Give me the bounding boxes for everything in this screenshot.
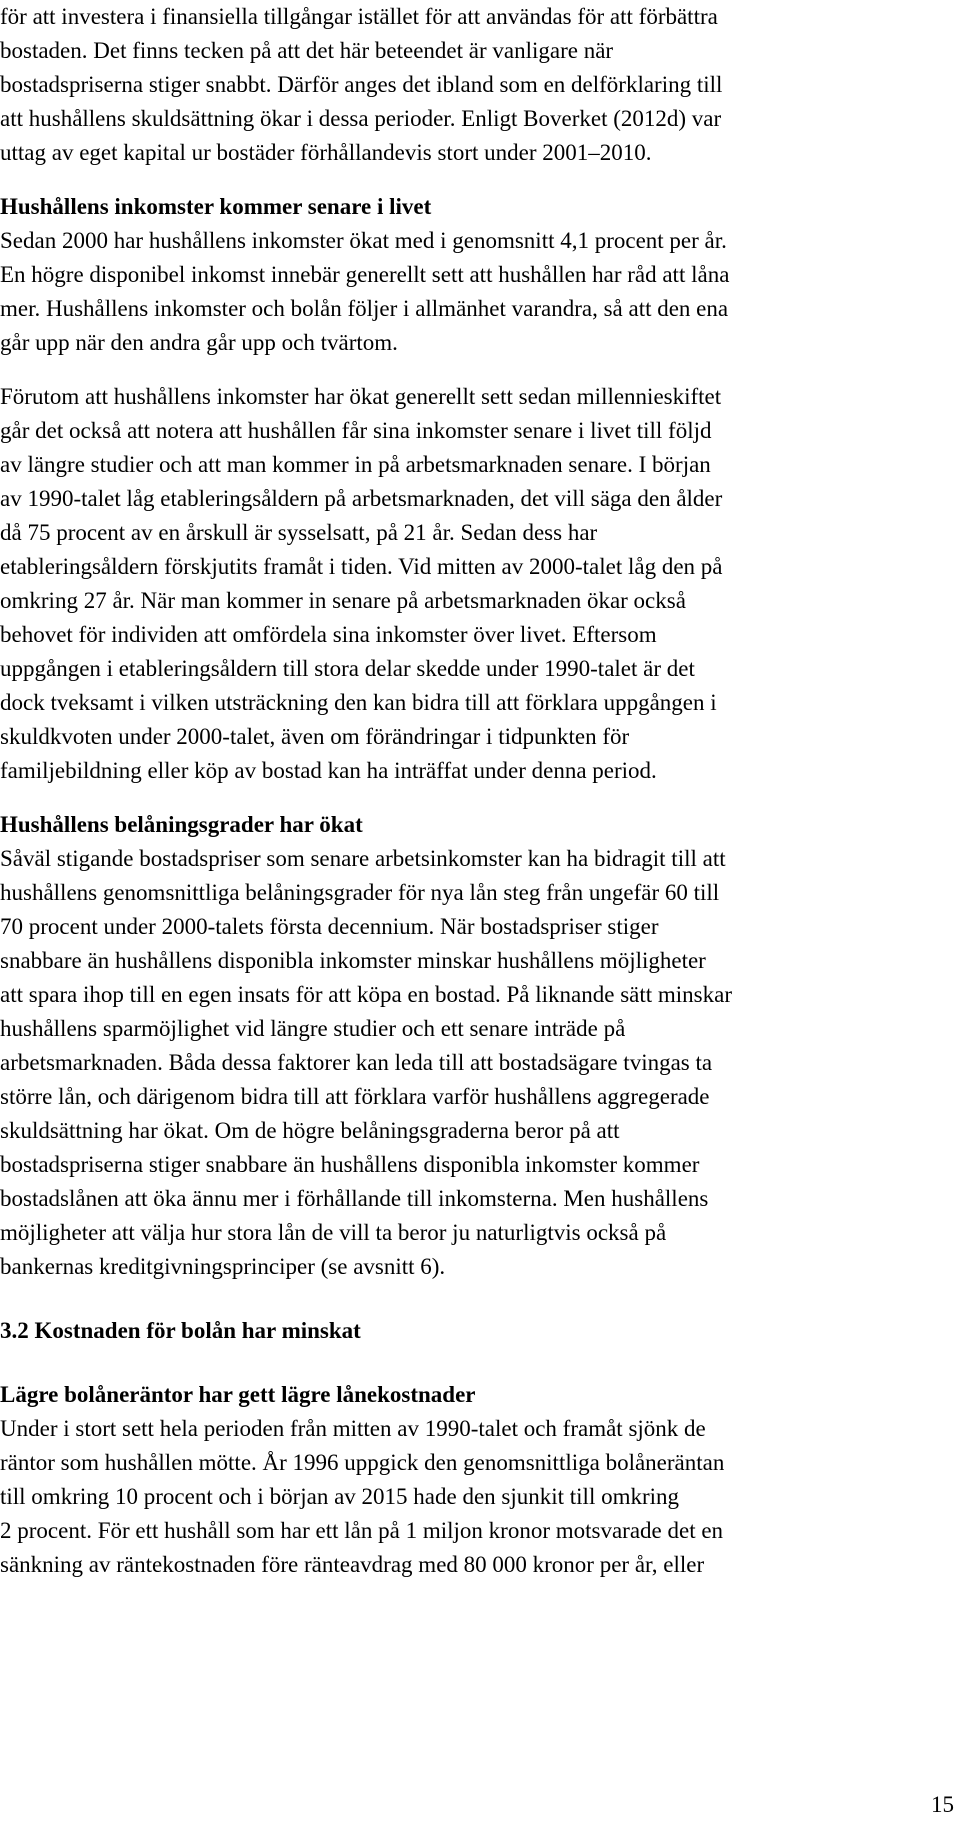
spacer xyxy=(0,1348,955,1378)
text-line: av 1990-talet låg etableringsåldern på arbetsmarknaden, det vill säga den ålder xyxy=(0,486,723,511)
text-line: uppgången i etableringsåldern till stora delar skedde under 1990-talet är det xyxy=(0,656,695,681)
paragraph-intro xyxy=(0,0,955,170)
text-line: familjebildning eller köp av bostad kan ha inträffat under denna period. xyxy=(0,758,657,783)
text-line: 2 procent. För ett hushåll som har ett lån på 1 miljon kronor motsvarade det en xyxy=(0,1518,724,1543)
text-line: uttag av eget kapital ur bostäder förhållandevis stort under 2001–2010. xyxy=(0,140,652,165)
text-line: till omkring 10 procent och i början av 2015 hade den sjunkit till omkring xyxy=(0,1484,680,1509)
spacer xyxy=(0,170,955,190)
section-heading-income: Hushållens inkomster kommer senare i livet xyxy=(0,194,432,219)
text-line: då 75 procent av en årskull är sysselsatt, på 21 år. Sedan dess har xyxy=(0,520,598,545)
text-line: att spara ihop till en egen insats för att köpa en bostad. På liknande sätt minskar xyxy=(0,982,732,1007)
text-line: snabbare än hushållens disponibla inkomster minskar hushållens möjligheter xyxy=(0,948,706,973)
text-line: arbetsmarknaden. Båda dessa faktorer kan leda till att bostadsägare tvingas ta xyxy=(0,1050,713,1075)
text-line: hushållens sparmöjlighet vid längre studier och ett senare inträde på xyxy=(0,1016,626,1041)
text-line: skuldkvoten under 2000-talet, även om förändringar i tidpunkten för xyxy=(0,724,630,749)
text-line: av längre studier och att man kommer in på arbetsmarknaden senare. I början xyxy=(0,452,711,477)
section-heading-ltv: Hushållens belåningsgrader har ökat xyxy=(0,812,363,837)
text-line: bostadslånen att öka ännu mer i förhållande till inkomsterna. Men hushållens xyxy=(0,1186,709,1211)
text-line: Sedan 2000 har hushållens inkomster ökat med i genomsnitt 4,1 procent per år. xyxy=(0,228,727,253)
section-rates xyxy=(0,1378,955,1582)
text-line: En högre disponibel inkomst innebär generellt sett att hushållen har råd att låna xyxy=(0,262,730,287)
text-line: omkring 27 år. När man kommer in senare på arbetsmarknaden ökar också xyxy=(0,588,686,613)
text-line: behovet för individen att omfördela sina inkomster över livet. Eftersom xyxy=(0,622,657,647)
text-line: bostaden. Det finns tecken på att det här beteendet är vanligare när xyxy=(0,38,614,63)
text-line: mer. Hushållens inkomster och bolån följer i allmänhet varandra, så att den ena xyxy=(0,296,729,321)
section-heading-rates: Lägre bolåneräntor har gett lägre lånekostnader xyxy=(0,1382,476,1407)
text-line: bankernas kreditgivningsprinciper (se avsnitt 6). xyxy=(0,1254,446,1279)
text-line: bostadspriserna stiger snabbt. Därför anges det ibland som en delförklaring till xyxy=(0,72,723,97)
text-line: större lån, och därigenom bidra till att förklara varför hushållens aggregerade xyxy=(0,1084,710,1109)
text-line: bostadspriserna stiger snabbare än hushållens disponibla inkomster kommer xyxy=(0,1152,700,1177)
text-line: sänkning av räntekostnaden före ränteavdrag med 80 000 kronor per år, eller xyxy=(0,1552,705,1577)
section-3-2 xyxy=(0,1314,955,1348)
text-line: går det också att notera att hushållen får sina inkomster senare i livet till följd xyxy=(0,418,712,443)
spacer xyxy=(0,360,955,380)
text-line: dock tveksamt i vilken utsträckning den kan bidra till att förklara uppgången i xyxy=(0,690,717,715)
section-heading-3-2: 3.2 Kostnaden för bolån har minskat xyxy=(0,1318,361,1343)
text-line: räntor som hushållen mötte. År 1996 uppgick den genomsnittliga bolåneräntan xyxy=(0,1450,725,1475)
paragraph-income-b xyxy=(0,380,955,788)
spacer xyxy=(0,1284,955,1314)
text-line: hushållens genomsnittliga belåningsgrader för nya lån steg från ungefär 60 till xyxy=(0,880,720,905)
section-ltv xyxy=(0,808,955,1284)
section-income xyxy=(0,190,955,360)
spacer xyxy=(0,788,955,808)
text-line: Under i stort sett hela perioden från mitten av 1990-talet och framåt sjönk de xyxy=(0,1416,706,1441)
text-line: Såväl stigande bostadspriser som senare arbetsinkomster kan ha bidragit till att xyxy=(0,846,726,871)
text-line: Förutom att hushållens inkomster har ökat generellt sett sedan millennieskiftet xyxy=(0,384,722,409)
page-number: 15 xyxy=(931,1792,954,1817)
text-line: 70 procent under 2000-talets första decennium. När bostadspriser stiger xyxy=(0,914,659,939)
text-line: möjligheter att välja hur stora lån de vill ta beror ju naturligtvis också på xyxy=(0,1220,667,1245)
text-line: etableringsåldern förskjutits framåt i tiden. Vid mitten av 2000-talet låg den på xyxy=(0,554,723,579)
text-line: skuldsättning har ökat. Om de högre belåningsgraderna beror på att xyxy=(0,1118,620,1143)
text-line: att hushållens skuldsättning ökar i dessa perioder. Enligt Boverket (2012d) var xyxy=(0,106,722,131)
text-line: för att investera i finansiella tillgångar istället för att användas för att förbättra xyxy=(0,4,718,29)
text-line: går upp när den andra går upp och tvärtom. xyxy=(0,330,398,355)
